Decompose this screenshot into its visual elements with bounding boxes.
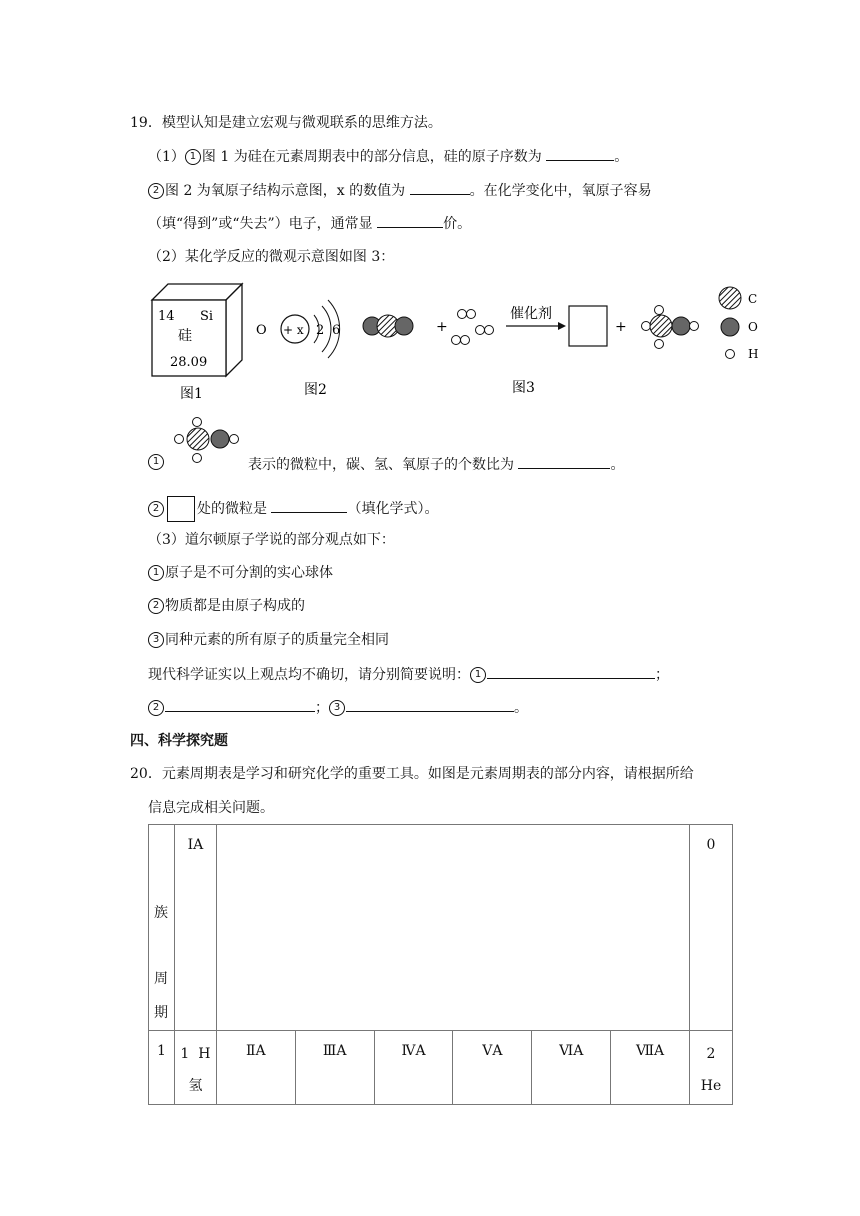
q19-stem: 19．模型认知是建立宏观与微观联系的思维方法。	[130, 115, 442, 131]
circled-number-icon: 1	[148, 454, 164, 470]
modern-science-line	[148, 664, 669, 685]
group-va-header: ⅤA	[453, 1031, 532, 1105]
dalton-view-3	[148, 630, 389, 650]
legend-carbon: C	[748, 292, 758, 306]
group-iva-header: ⅣA	[374, 1031, 453, 1105]
q19-figures	[150, 282, 770, 407]
q19-sub2-end: （填化学式）。	[347, 501, 439, 517]
answer-blank[interactable]	[165, 697, 315, 712]
oxygen-atom-diagram	[256, 300, 340, 398]
q19-part1b-line2	[148, 213, 471, 234]
periodic-table	[148, 824, 733, 1105]
circled-number-icon: 1	[185, 149, 201, 165]
unknown-product-box	[167, 496, 195, 522]
answer-blank[interactable]	[271, 498, 347, 513]
plus-sign: +	[615, 319, 627, 335]
element-name: 硅	[178, 328, 192, 344]
answer-blank[interactable]	[546, 146, 614, 161]
corner-label-qi: 期	[154, 1005, 168, 1021]
element-helium	[690, 1031, 733, 1105]
header-blank	[216, 825, 689, 1031]
section-heading: 四、科学探究题	[130, 733, 228, 749]
q19-part1b-line	[148, 180, 652, 201]
dalton-view-1-text: 原子是不可分割的实心球体	[165, 565, 333, 581]
circled-number-icon: 2	[148, 501, 164, 517]
q20-line1: 20．元素周期表是学习和研究化学的重要工具。如图是元素周期表的部分内容，请根据所给	[130, 766, 694, 782]
element-hydrogen	[174, 1031, 216, 1105]
group-via-header: ⅥA	[532, 1031, 611, 1105]
group-viia-header: ⅦA	[611, 1031, 690, 1105]
product-molecule-icon	[170, 414, 246, 464]
table-row	[149, 1031, 733, 1105]
circled-number-icon: 1	[470, 667, 486, 683]
q19-sub1	[148, 452, 165, 472]
atomic-mass: 28.09	[170, 355, 208, 370]
electron-shell-2: 6	[332, 323, 341, 338]
modern-science-line2	[148, 697, 528, 718]
q19-part1b-text-a: 图 2 为氧原子结构示意图，x 的数值为	[165, 183, 406, 199]
q19-sub2-text: 处的微粒是	[197, 501, 267, 517]
circled-number-icon: 2	[148, 700, 164, 716]
q19-part1-text: 图 1 为硅在元素周期表中的部分信息，硅的原子序数为	[201, 149, 542, 165]
table-header-row	[149, 825, 733, 1031]
hydrogen-number: 1	[180, 1046, 190, 1062]
q19-part1b-text-b: 。在化学变化中，氧原子容易	[469, 183, 652, 199]
q19-sub2	[148, 496, 438, 522]
group-iiia-header: ⅢA	[295, 1031, 374, 1105]
q20-line2: 信息完成相关问题。	[148, 800, 274, 816]
group-0-header: 0	[690, 825, 733, 1031]
co2-molecule-icon	[363, 315, 413, 337]
period: 。	[514, 700, 528, 716]
answer-blank[interactable]	[487, 664, 655, 679]
answer-blank[interactable]	[346, 697, 514, 712]
answer-blank[interactable]	[410, 180, 470, 195]
circled-number-icon: 1	[148, 565, 164, 581]
q19-sub1-end: 。	[610, 457, 625, 473]
period-number: 1	[149, 1031, 175, 1105]
q19-part1-line	[148, 146, 628, 167]
q19-part1-prefix: （1）	[148, 149, 185, 165]
silicon-cube-figure	[152, 284, 242, 402]
q19-part1b-line2-a: （填“得到”或“失去”）电子，通常显	[148, 216, 373, 232]
atomic-number: 14	[158, 309, 175, 324]
group-ia-header: ⅠA	[174, 825, 216, 1031]
answer-blank[interactable]	[518, 454, 610, 469]
plus-sign: +	[436, 319, 448, 335]
atom-legend	[719, 287, 758, 361]
legend-oxygen: O	[748, 320, 758, 334]
group-iia-header: ⅡA	[216, 1031, 295, 1105]
reaction-arrow-icon	[506, 305, 566, 330]
modern-science-text: 现代科学证实以上观点均不确切，请分别简要说明：	[148, 667, 470, 683]
semicolon: ；	[315, 700, 329, 716]
figure-caption: 图2	[304, 382, 327, 398]
helium-symbol: He	[700, 1078, 722, 1094]
electron-shell-1: 2	[316, 323, 325, 338]
nucleus-charge: + x	[283, 323, 304, 337]
hydrogen-molecules-icon	[452, 310, 494, 345]
q19-sub1-text-line	[248, 454, 624, 475]
answer-blank[interactable]	[377, 213, 443, 228]
circled-number-icon: 3	[148, 632, 164, 648]
catalyst-label: 催化剂	[510, 306, 552, 322]
corner-label-zu: 族	[154, 905, 168, 921]
product-molecule-icon	[642, 306, 699, 349]
unknown-product-box	[569, 306, 607, 346]
dalton-view-2-text: 物质都是由原子构成的	[165, 598, 305, 614]
q19-sub1-text: 表示的微粒中，碳、氢、氧原子的个数比为	[248, 457, 514, 473]
figure-caption: 图1	[180, 386, 203, 402]
corner-cell	[149, 825, 175, 1031]
corner-label-zhou: 周	[154, 971, 168, 987]
q19-part2-head: （2）某化学反应的微观示意图如图 3：	[148, 249, 395, 265]
hydrogen-symbol: H	[198, 1046, 211, 1062]
circled-number-icon: 2	[148, 598, 164, 614]
semicolon: ；	[655, 667, 669, 683]
atom-element: O	[256, 323, 267, 338]
legend-hydrogen: H	[748, 347, 759, 361]
hydrogen-name: 氢	[188, 1078, 203, 1094]
element-symbol: Si	[200, 309, 214, 324]
dalton-view-3-text: 同种元素的所有原子的质量完全相同	[165, 632, 389, 648]
q19-part1-end: 。	[614, 149, 629, 165]
q19-part1b-line2-b: 价。	[443, 216, 472, 232]
dalton-view-2	[148, 596, 305, 616]
dalton-view-1	[148, 563, 333, 583]
helium-number: 2	[706, 1046, 716, 1062]
figure-caption: 图3	[512, 380, 535, 396]
circled-number-icon: 3	[329, 700, 345, 716]
q19-part3-head: （3）道尔顿原子学说的部分观点如下：	[148, 532, 395, 548]
circled-number-icon: 2	[148, 183, 164, 199]
